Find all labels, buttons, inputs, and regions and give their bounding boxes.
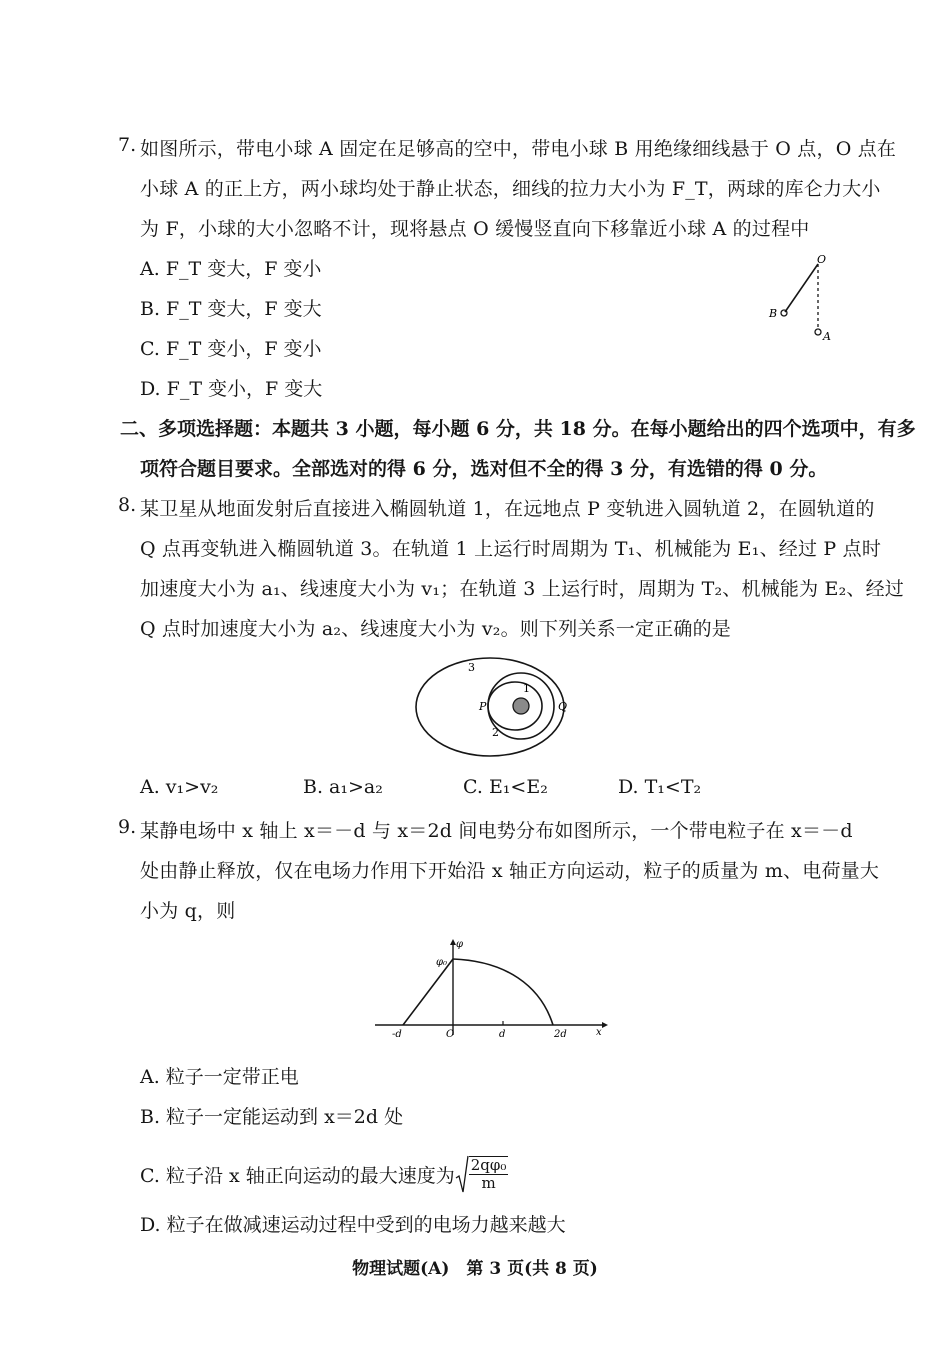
q7-option-c: C. F_T 变小，F 变小 bbox=[140, 338, 322, 360]
q7-figure bbox=[760, 250, 840, 350]
q7-label-o: O bbox=[817, 253, 827, 266]
q8-label-2: 2 bbox=[492, 726, 499, 739]
q9-x-label: x bbox=[596, 1027, 602, 1038]
q8-label-3: 3 bbox=[468, 661, 475, 674]
q9-fraction bbox=[469, 1156, 509, 1192]
page-footer: 物理试题(A) 第 3 页(共 8 页) bbox=[352, 1259, 598, 1279]
q9-option-b: B. 粒子一定能运动到 x＝2d 处 bbox=[140, 1106, 404, 1128]
q7-line-3: 为 F，小球的大小忽略不计，现将悬点 O 缓慢竖直向下移靠近小球 A 的过程中 bbox=[140, 218, 810, 240]
q9-potential-curve bbox=[403, 959, 553, 1025]
q8-earth bbox=[513, 698, 529, 714]
q7-option-a: A. F_T 变大，F 变小 bbox=[140, 258, 322, 280]
q9-sqrt-sign bbox=[455, 1154, 469, 1194]
q9-option-c-text: C. 粒子沿 x 轴正向运动的最大速度为 bbox=[140, 1164, 455, 1187]
q8-option-a: A. v₁>v₂ bbox=[140, 776, 219, 798]
q8-number: 8. bbox=[118, 494, 137, 516]
q7-option-d: D. F_T 变小，F 变大 bbox=[140, 378, 323, 400]
q7-line-1: 如图所示，带电小球 A 固定在足够高的空中，带电小球 B 用绝缘细线悬于 O 点，O 点在 bbox=[140, 138, 897, 160]
q8-line-3: 加速度大小为 a₁、线速度大小为 v₁；在轨道 3 上运行时，周期为 T₂、机械能为 E₂、经过 bbox=[140, 578, 904, 600]
q9-line-2: 处由静止释放，仅在电场力作用下开始沿 x 轴正方向运动，粒子的质量为 m、电荷量大 bbox=[140, 860, 880, 882]
q8-line-1: 某卫星从地面发射后直接进入椭圆轨道 1，在远地点 P 变轨进入圆轨道 2，在圆轨道的 bbox=[140, 498, 875, 520]
q8-label-p: P bbox=[479, 700, 487, 713]
q7-number: 7. bbox=[118, 134, 137, 156]
q7-ball-b bbox=[781, 310, 787, 316]
q9-fraction-numerator: 2qφ₀ bbox=[470, 1155, 507, 1174]
q9-number: 9. bbox=[118, 816, 137, 838]
q8-option-c: C. E₁<E₂ bbox=[463, 776, 548, 798]
q9-tick-label-d: d bbox=[499, 1029, 506, 1040]
q8-option-b: B. a₁>a₂ bbox=[303, 776, 383, 798]
section2-line-1: 二、多项选择题：本题共 3 小题，每小题 6 分，共 18 分。在每小题给出的四个选项中，有多 bbox=[120, 418, 916, 440]
q9-phi0-label: φ₀ bbox=[436, 957, 448, 968]
q7-ball-a bbox=[815, 329, 821, 335]
q9-line-3: 小为 q，则 bbox=[140, 900, 236, 922]
q9-option-d: D. 粒子在做减速运动过程中受到的电场力越来越大 bbox=[140, 1214, 566, 1236]
q9-y-label: φ bbox=[456, 939, 464, 950]
q9-sqrt-expression bbox=[455, 1154, 509, 1194]
q9-fraction-denominator: m bbox=[481, 1173, 496, 1192]
q7-line-2: 小球 A 的正上方，两小球均处于静止状态，细线的拉力大小为 F_T，两球的库仑力大小 bbox=[140, 178, 881, 200]
q8-label-q: Q bbox=[558, 700, 568, 713]
q7-thread bbox=[785, 264, 818, 312]
q9-option-c bbox=[140, 1154, 508, 1194]
q9-tick-label-origin: O bbox=[446, 1029, 455, 1040]
q8-option-d: D. T₁<T₂ bbox=[618, 776, 702, 798]
q9-x-axis-arrow bbox=[602, 1022, 608, 1028]
q7-option-b: B. F_T 变大，F 变大 bbox=[140, 298, 322, 320]
q8-line-4: Q 点时加速度大小为 a₂、线速度大小为 v₂。则下列关系一定正确的是 bbox=[140, 618, 731, 640]
q9-line-1: 某静电场中 x 轴上 x＝－d 与 x＝2d 间电势分布如图所示，一个带电粒子在 x＝－d bbox=[140, 820, 853, 842]
q7-label-b: B bbox=[769, 307, 778, 320]
q8-orbit-figure bbox=[405, 652, 585, 764]
q9-option-a: A. 粒子一定带正电 bbox=[140, 1066, 299, 1088]
q8-line-2: Q 点再变轨进入椭圆轨道 3。在轨道 1 上运行时周期为 T₁、机械能为 E₁、经过 P 点时 bbox=[140, 538, 882, 560]
q8-options-row bbox=[140, 776, 860, 802]
q9-tick-label-2d: 2d bbox=[554, 1029, 567, 1040]
q7-label-a: A bbox=[823, 330, 831, 343]
q8-label-1: 1 bbox=[523, 682, 530, 695]
q9-tick-label-neg-d: -d bbox=[392, 1029, 402, 1040]
q9-potential-graph bbox=[370, 935, 610, 1045]
section2-line-2: 项符合题目要求。全部选对的得 6 分，选对但不全的得 3 分，有选错的得 0 分。 bbox=[140, 458, 828, 480]
